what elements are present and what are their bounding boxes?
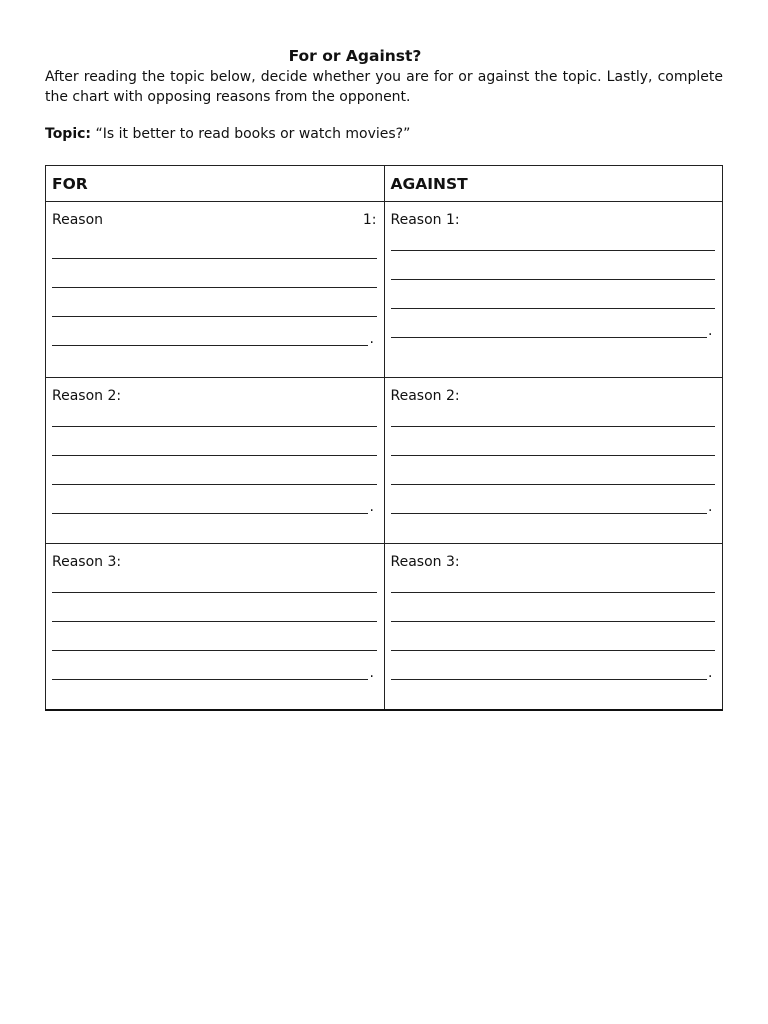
for-reason-2-label: Reason 2:: [52, 388, 122, 404]
for-reason-3-label: Reason 3:: [52, 554, 122, 570]
reason-row-1: [46, 202, 723, 378]
topic-text: “Is it better to read books or watch movies?”: [95, 126, 411, 142]
answer-line[interactable]: [52, 267, 377, 288]
chart-header-row: [46, 166, 723, 202]
instructions-text: After reading the topic below, decide whether you are for or against the topic. Lastly, complete the chart with opposing reasons from the opponent.: [45, 69, 723, 105]
answer-line[interactable]: [391, 288, 716, 309]
for-reason-1-label: [52, 210, 377, 230]
answer-line[interactable]: [391, 230, 716, 251]
against-reason-3-label: Reason 3:: [390, 554, 460, 570]
answer-line[interactable]: [52, 406, 377, 427]
answer-line[interactable]: [391, 493, 707, 514]
page-title: For or Against?: [288, 47, 422, 65]
answer-line[interactable]: [391, 259, 716, 280]
answer-line[interactable]: [391, 435, 716, 456]
for-reason-1-label-right: 1:: [362, 212, 377, 228]
answer-line[interactable]: [391, 630, 716, 651]
topic-label: Topic:: [45, 126, 92, 142]
answer-line[interactable]: [391, 317, 707, 338]
answer-line[interactable]: [52, 435, 377, 456]
answer-line[interactable]: [52, 630, 377, 651]
for-reason-2-cell: [46, 378, 385, 544]
answer-line[interactable]: [391, 572, 716, 593]
for-against-chart: [45, 165, 723, 711]
answer-line[interactable]: [52, 572, 377, 593]
answer-line[interactable]: [52, 325, 368, 346]
answer-line[interactable]: [52, 493, 368, 514]
answer-line[interactable]: [52, 659, 368, 680]
against-reason-1-cell: [384, 202, 723, 378]
for-reason-1-cell: [46, 202, 385, 378]
answer-line[interactable]: [52, 601, 377, 622]
answer-line[interactable]: [52, 296, 377, 317]
for-reason-3-cell: [46, 544, 385, 711]
for-header: FOR: [46, 166, 385, 202]
answer-line[interactable]: [391, 464, 716, 485]
answer-line[interactable]: [391, 659, 707, 680]
answer-line[interactable]: [52, 238, 377, 259]
answer-line[interactable]: [52, 464, 377, 485]
against-reason-2-label: Reason 2:: [390, 388, 460, 404]
against-reason-2-cell: [384, 378, 723, 544]
answer-line[interactable]: [391, 406, 716, 427]
for-reason-1-label-left: Reason: [52, 212, 104, 228]
answer-line[interactable]: [391, 601, 716, 622]
against-header: AGAINST: [384, 166, 723, 202]
worksheet: [45, 46, 723, 144]
reason-row-2: [46, 378, 723, 544]
reason-row-3: [46, 544, 723, 711]
topic-line: [45, 124, 723, 144]
against-reason-3-cell: [384, 544, 723, 711]
against-reason-1-label: Reason 1:: [390, 212, 460, 228]
